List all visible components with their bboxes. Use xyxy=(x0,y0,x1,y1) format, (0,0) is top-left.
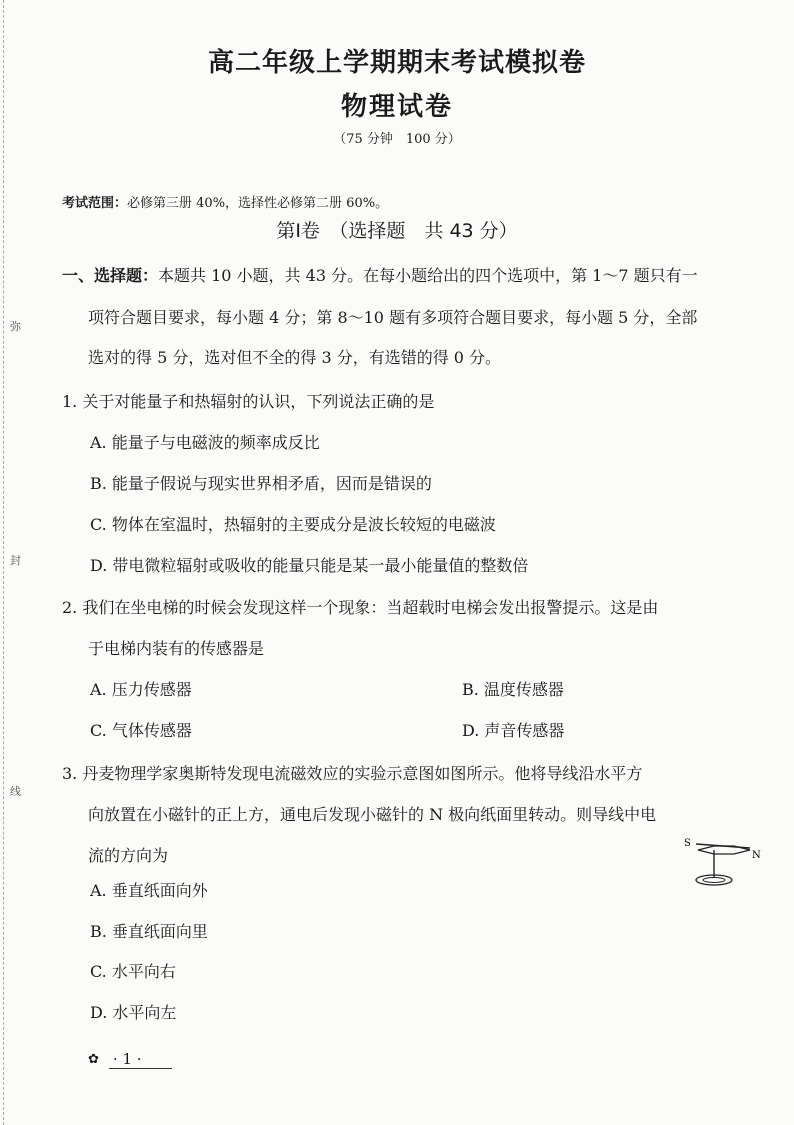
part1-line1 xyxy=(62,263,698,286)
margin-label-xian: 线 xyxy=(10,785,21,798)
q3-stem-line1: 3. 丹麦物理学家奥斯特发现电流磁效应的实验示意图如图所示。他将导线沿水平方 xyxy=(62,764,643,783)
margin-label-mi: 弥 xyxy=(10,320,21,333)
q3-option-a: A. 垂直纸面向外 xyxy=(90,881,208,900)
q2-stem-line2: 于电梯内装有的传感器是 xyxy=(88,639,265,658)
scope-text: 必修第三册 40%，选择性必修第二册 60%。 xyxy=(127,196,389,211)
q1-option-c: C. 物体在室温时，热辐射的主要成分是波长较短的电磁波 xyxy=(90,515,496,534)
part1-line2: 项符合题目要求，每小题 4 分；第 8～10 题有多项符合题目要求，每小题 5 分，全部 xyxy=(88,308,698,327)
part1-text1: 本题共 10 小题，共 43 分。在每小题给出的四个选项中，第 1～7 题只有一 xyxy=(158,266,698,285)
q3-option-d: D. 水平向左 xyxy=(90,1003,177,1022)
q2-option-c: C. 气体传感器 xyxy=(90,721,192,740)
stand-base-inner xyxy=(703,878,725,883)
oersted-experiment-figure xyxy=(678,832,768,892)
margin-label-feng: 封 xyxy=(10,554,21,567)
q2-option-b: B. 温度传感器 xyxy=(462,680,564,699)
exam-scope xyxy=(62,192,388,211)
page-footer xyxy=(88,1050,172,1069)
q1-option-b: B. 能量子假说与现实世界相矛盾，因而是错误的 xyxy=(90,474,432,493)
scope-label: 考试范围： xyxy=(62,196,128,211)
page-number: · 1 · xyxy=(109,1050,172,1069)
footer-bulb-icon: ✿ xyxy=(88,1052,99,1067)
subject-title: 物理试卷 xyxy=(340,92,453,122)
q2-option-a: A. 压力传感器 xyxy=(90,680,192,699)
q2-stem-line1: 2. 我们在坐电梯的时候会发现这样一个现象：当超载时电梯会发出报警提示。这是由 xyxy=(62,598,659,617)
q1-stem: 1. 关于对能量子和热辐射的认识，下列说法正确的是 xyxy=(62,392,435,411)
part1-title: 一、选择题： xyxy=(62,266,159,285)
exam-duration: （75 分钟 100 分） xyxy=(333,132,461,147)
q2-option-d: D. 声音传感器 xyxy=(462,721,565,740)
q1-option-a: A. 能量子与电磁波的频率成反比 xyxy=(90,433,320,452)
binding-line xyxy=(3,0,5,1125)
q3-option-b: B. 垂直纸面向里 xyxy=(90,922,208,941)
exam-title: 高二年级上学期期末考试模拟卷 xyxy=(207,48,586,78)
label-s: S xyxy=(684,838,691,849)
q3-stem-line3: 流的方向为 xyxy=(88,846,169,865)
part1-line3: 选对的得 5 分，选对但不全的得 3 分，有选错的得 0 分。 xyxy=(88,348,502,367)
label-n: N xyxy=(752,850,761,861)
q1-option-d: D. 带电微粒辐射或吸收的能量只能是某一最小能量值的整数倍 xyxy=(90,556,529,575)
q3-stem-line2: 向放置在小磁针的正上方，通电后发现小磁针的 N 极向纸面里转动。则导线中电 xyxy=(88,805,657,824)
section-heading: 第Ⅰ卷 （选择题 共 43 分） xyxy=(276,220,518,242)
q3-option-c: C. 水平向右 xyxy=(90,962,176,981)
